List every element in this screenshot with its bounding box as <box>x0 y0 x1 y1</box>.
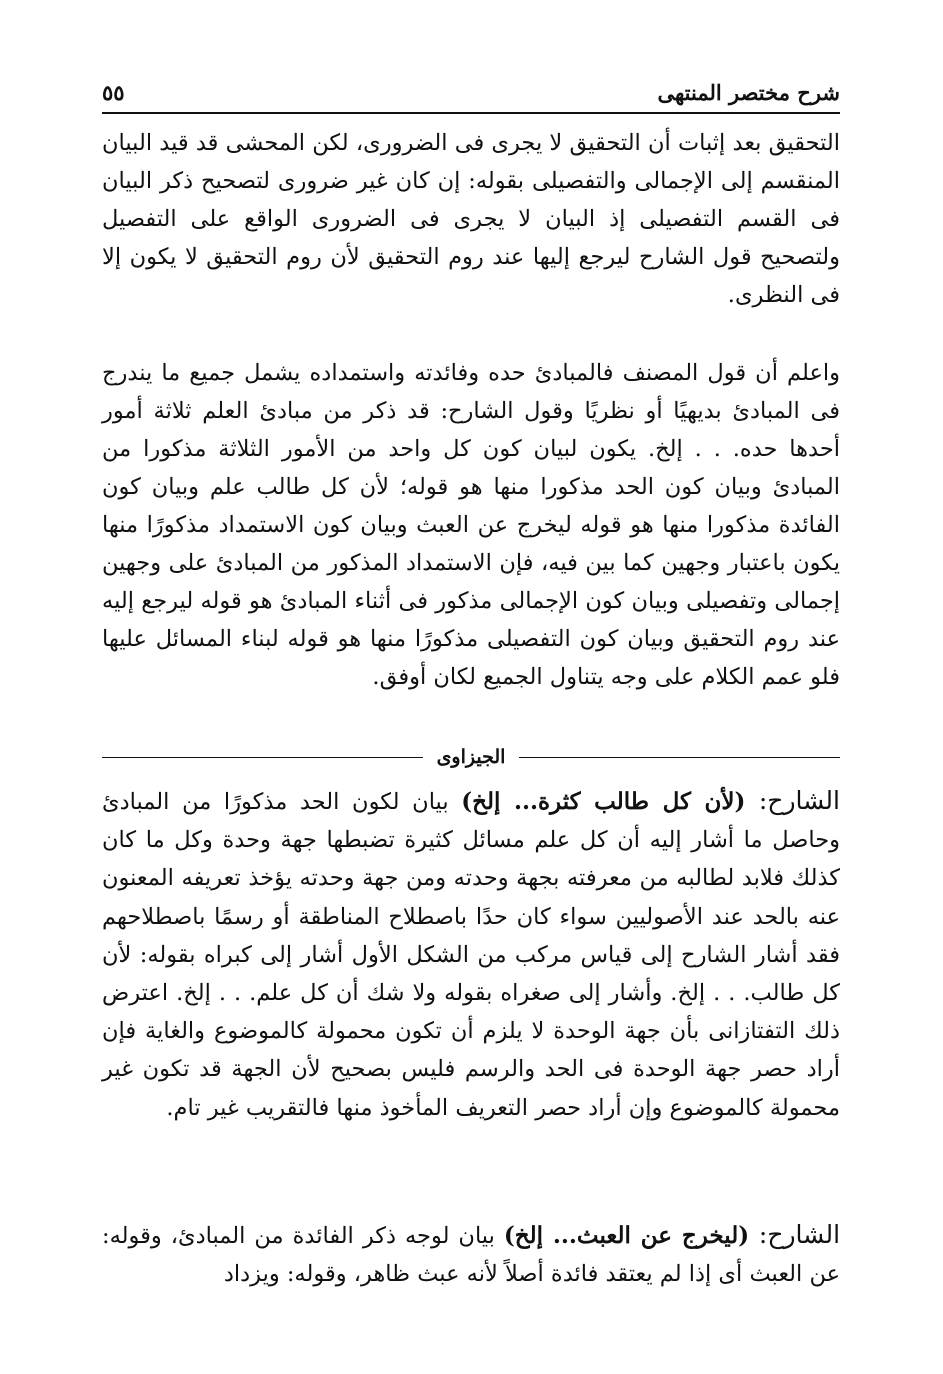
commentary-entry-1 <box>102 782 840 1127</box>
page-header <box>102 78 840 112</box>
main-paragraph-1: التحقيق بعد إثبات أن التحقيق لا يجرى فى الضرورى، لكن المحشى قد قيد البيان المنقسم إلى الإجمالى والتفصيلى بقوله: إن كان غير ضرورى لتصحيح ذكر البيان فى القسم التفصيلى إذ البيان لا يجرى فى الضرورى الواقع على التفصيل ولتصحيح قول الشارح ليرجع إليها عند روم التحقيق لأن روم التحقيق لا يكون إلا فى النظرى. <box>102 130 840 308</box>
commentary-text: بيان لوجه ذكر الفائدة من المبادئ، وقوله: عن العبث أى إذا لم يعتقد فائدة أصلاً لأنه عبث ظاهر، وقوله: ويزداد <box>102 1223 840 1288</box>
commentary-lead: الشارح: <box>745 786 840 815</box>
commentary-author-label: الجيزاوى <box>436 746 506 768</box>
commentary-lead: الشارح: <box>749 1220 841 1249</box>
commentary-entry-2 <box>102 1216 840 1293</box>
commentary-divider <box>102 742 840 772</box>
header-rule <box>102 112 840 114</box>
divider-line-left <box>102 757 423 758</box>
commentary-quote: (ليخرج عن العبث... إلخ) <box>503 1222 750 1249</box>
running-title: شرح مختصر المنتهى <box>657 80 840 105</box>
page-number: ٥٥ <box>102 80 125 105</box>
commentary-text: بيان لكون الحد مذكورًا من المبادئ وحاصل ما أشار إليه أن كل علم مسائل كثيرة تضبطها جهة وحدة وكل ما كان كذلك فلابد لطالبه من معرفته بجهة وحدته ومن جهة وحدته يؤخذ تعريفه المعنون عنه بالحد عند الأصوليين سواء كان حدًا باصطلاح المناطقة أو رسمًا باصطلاحهم فقد أشار الشارح إلى قياس مركب من الشكل الأول أشار إلى كبراه بقوله: لأن كل طالب. . . إلخ. وأشار إلى صغراه بقوله ولا شك أن كل علم. . . إلخ. اعترض ذلك التفتازانى بأن جهة الوحدة لا يلزم أن تكون محمولة كالموضوع والغاية فإن أراد حصر جهة الوحدة فى الحد والرسم فليس بصحيح لأن الجهة قد تكون غير محمولة كالموضوع وإن أراد حصر التعريف المأخوذ منها فالتقريب غير تام. <box>102 789 840 1121</box>
divider-line-right <box>519 757 840 758</box>
main-paragraph-2: واعلم أن قول المصنف فالمبادئ حده وفائدته واستمداده يشمل جميع ما يندرج فى المبادئ بديهيًا أو نظريًا وقول الشارح: قد ذكر من مبادئ العلم ثلاثة أمور أحدها حده. . . إلخ. يكون لبيان كون كل واحد من الأمور الثلاثة مذكورا من المبادئ وبيان كون الحد مذكورا منها هو قوله؛ لأن كل طالب علم وبيان كون الفائدة مذكورا منها هو قوله ليخرج عن العبث وبيان كون الاستمداد مذكورًا منها يكون باعتبار وجهين كما بين فيه، فإن الاستمداد المذكور من المبادئ على وجهين إجمالى وتفصيلى وبيان كون الإجمالى مذكور فى أثناء المبادئ هو قوله ليرجع إليه عند روم التحقيق وبيان كون التفصيلى مذكورًا منها هو قوله لبناء المسائل عليها فلو عمم الكلام على وجه يتناول الجميع لكان أوفق. <box>102 360 840 690</box>
commentary-quote: (لأن كل طالب كثرة... إلخ) <box>461 788 746 815</box>
